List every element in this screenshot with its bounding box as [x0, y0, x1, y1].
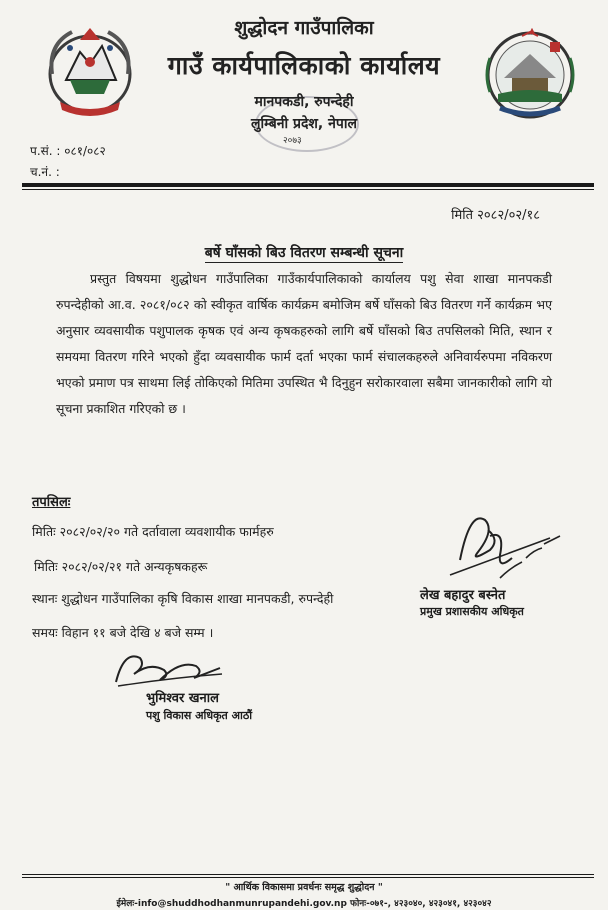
footer-divider-2 — [22, 877, 594, 878]
schedule-date-2: मितिः २०८२/०२/२१ गते अन्यकृषकहरू — [34, 559, 208, 574]
notice-date: मिति २०८२/०२/१८ — [451, 208, 540, 223]
letter-number: प.सं. : ०८१/०८२ — [30, 144, 106, 158]
notice-subject — [0, 243, 608, 262]
signatory-left-title: पशु विकास अधिकृत आठौं — [146, 709, 253, 722]
seal-year: २०७३ — [283, 136, 302, 146]
dispatch-number: च.नं. : — [30, 165, 60, 179]
signatory-left-name: भुमिश्वर खनाल — [146, 691, 219, 706]
header-divider-thick — [22, 183, 594, 187]
municipality-name: शुद्धोदन गाउँपालिका — [234, 17, 374, 39]
footer-contact: ईमेलः-info@shuddhodhanmunrupandehi.gov.np फोनः-०७१-, ४२३०४०, ४२३०४१, ४२३०४२ — [116, 899, 492, 909]
footer-divider-1 — [22, 874, 594, 875]
signature-left — [110, 644, 230, 690]
signatory-right-name: लेख बहादुर बस्नेत — [420, 588, 506, 603]
schedule-title: तपसिलः — [32, 495, 71, 510]
office-name: गाउँ कार्यपालिकाको कार्यालय — [167, 51, 441, 80]
signature-right — [430, 500, 580, 590]
office-location: मानपकडी, रुपन्देही — [254, 94, 354, 110]
office-province: लुम्बिनी प्रदेश, नेपाल — [251, 116, 357, 132]
notice-body: प्रस्तुत विषयमा शुद्धोधन गाउँपालिका गाउँकार्यपालिकाको कार्यालय पशु सेवा शाखा मानपकडी रुपन्देहीको आ.व. २०८१/०८२ को स्वीकृत वार्षिक कार्यक्रम बमोजिम बर्षे घाँसको बिउ वितरण गर्ने कार्यक्रम भए अनुसार व्यवसायीक पशुपालक कृषक एवं अन्य कृषकहरुको लागि बर्षे घाँसको बिउ तपसिलको मिति, स्थान र समयमा वितरण गरिने भएको हुँदा व्यवसायीक फार्म दर्ता भएका फार्म संचालकहरुले अनिवार्यरुपमा नविकरण भएको प्रमाण पत्र साथमा लिई तोकिएको मितिमा उपस्थित भै दिनुहुन सरोकारवाला सबैमा जानकारीको लागि यो सूचना प्रकाशित गरिएको छ । — [56, 271, 552, 416]
schedule-place: स्थानः शुद्धोधन गाउँपालिका कृषि विकास शाखा मानपकडी, रुपन्देही — [32, 591, 334, 606]
header-divider-thin — [22, 189, 594, 190]
schedule-date-1: मितिः २०८२/०२/२० गते दर्तावाला व्यवशायीक फार्महरु — [32, 524, 274, 539]
notice-subject-text: बर्षे घाँसको बिउ वितरण सम्बन्धी सूचना — [204, 245, 404, 261]
schedule-time: समयः विहान ११ बजे देखि ४ बजे सम्म । — [32, 625, 214, 640]
signatory-right-title: प्रमुख प्रशासकीय अधिकृत — [420, 605, 524, 618]
footer-slogan: " आर्थिक विकासमा प्रवर्धनः समृद्ध शुद्धोदन " — [225, 882, 383, 893]
